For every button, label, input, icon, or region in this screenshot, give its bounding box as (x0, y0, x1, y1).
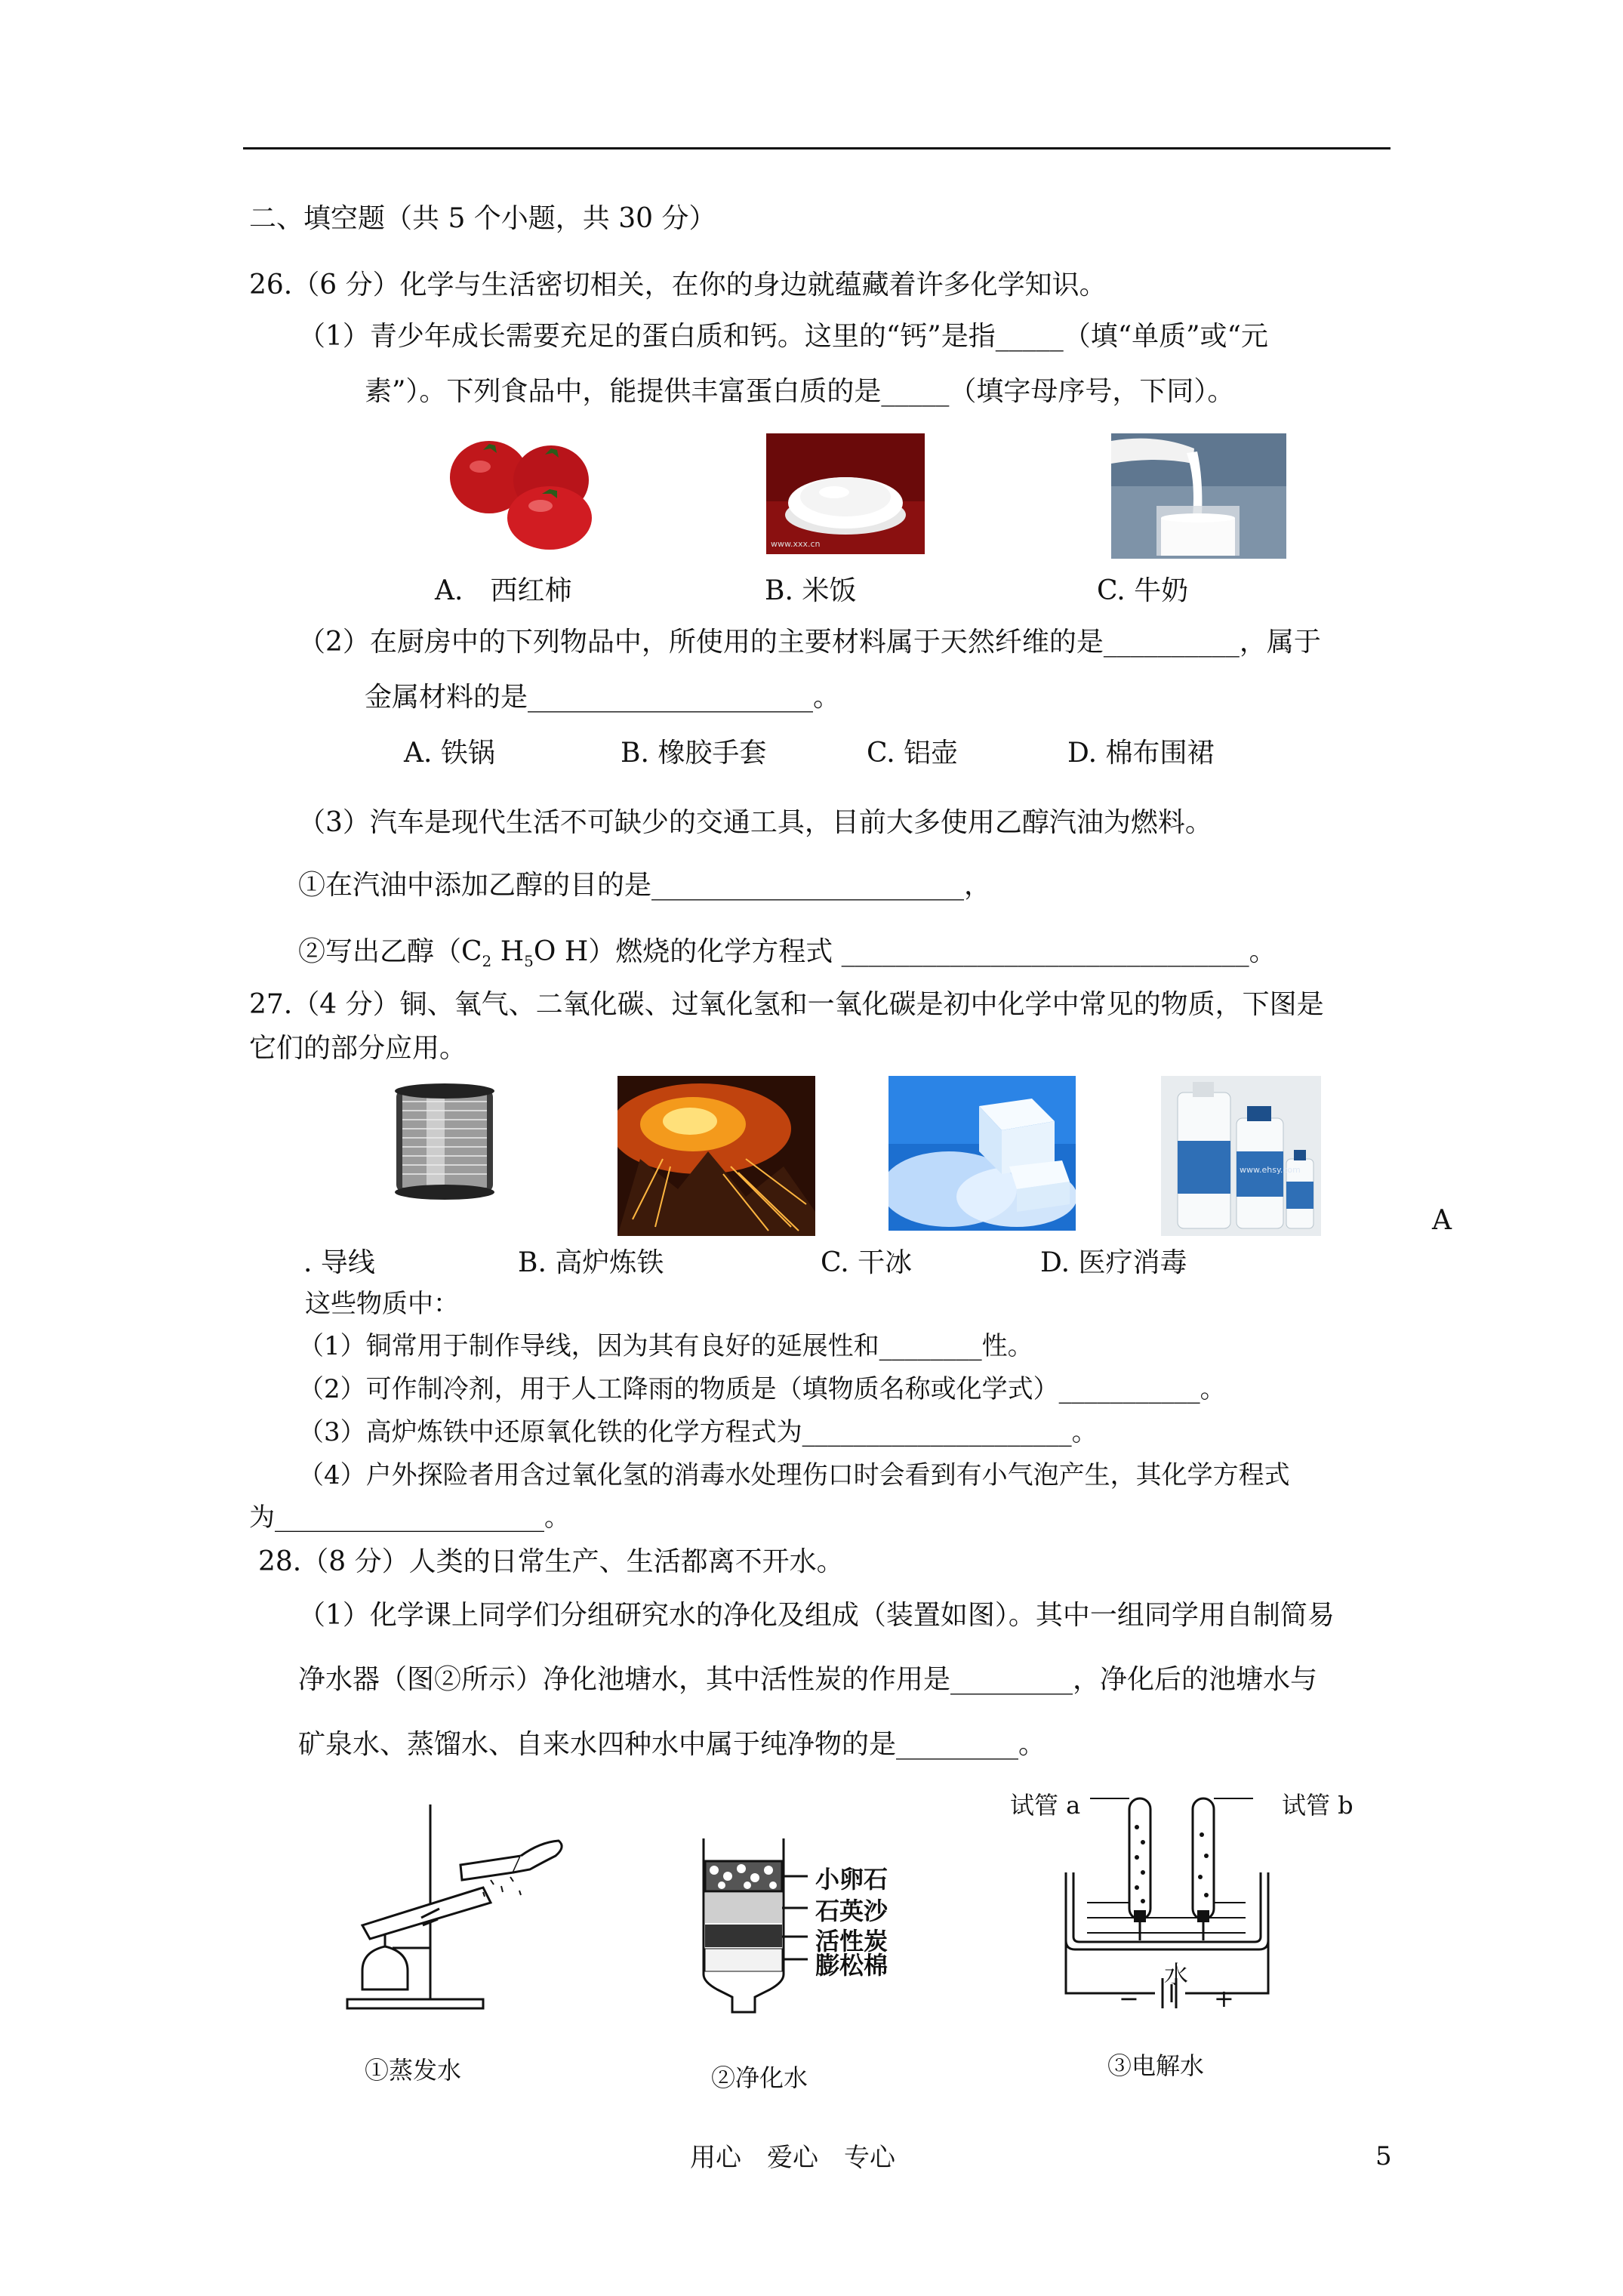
item-option-a: A. 铁锅 (404, 738, 495, 769)
q27-stem-line1: 27.（4 分）铜、氧气、二氧化碳、过氧化氢和一氧化碳是初中化学中常见的物质，下图是 (249, 989, 1324, 1020)
q27-stem-line2: 它们的部分应用。 (249, 1033, 467, 1064)
app-option-b: B. 高炉炼铁 (518, 1247, 664, 1278)
page-number: 5 (1375, 2141, 1392, 2171)
copper-wire-image (381, 1076, 506, 1206)
bottle-label-text: www.ehsy.com (1240, 1165, 1301, 1175)
filter-label-sand: 石英沙 (815, 1897, 888, 1925)
food-option-c: C. 牛奶 (1097, 575, 1189, 606)
stray-letter-a: A (1432, 1205, 1452, 1236)
blast-furnace-image (617, 1076, 815, 1236)
dry-ice-image (888, 1076, 1076, 1231)
q26-p1-line1: （1）青少年成长需要充足的蛋白质和钙。这里的“钙”是指_____（填“单质”或“元 (298, 321, 1268, 352)
item-option-d: D. 棉布围裙 (1067, 738, 1215, 769)
q26-p1-line2: 素”）。下列食品中，能提供丰富蛋白质的是_____（填字母序号，下同）。 (365, 376, 1235, 407)
filter-label-cotton: 膨松棉 (815, 1951, 888, 1980)
milk-image (1111, 433, 1286, 559)
disinfectant-bottles-image (1161, 1076, 1321, 1236)
q28-stem: 28.（8 分）人类的日常生产、生活都离不开水。 (258, 1546, 844, 1577)
q27-s3: （3）高炉炼铁中还原氧化铁的化学方程式为_____________________。 (298, 1417, 1098, 1447)
battery-plus: + (1214, 1984, 1234, 2013)
app-option-d: D. 医疗消毒 (1040, 1247, 1187, 1278)
q27-s2: （2）可作制冷剂，用于人工降雨的物质是（填物质名称或化学式）___________。 (298, 1374, 1226, 1404)
caption-filter: ②净化水 (711, 2063, 808, 2092)
q27-s4-line1: （4）户外探险者用含过氧化氢的消毒水处理伤口时会看到有小气泡产生，其化学方程式 (298, 1460, 1290, 1490)
filter-label-carbon: 活性炭 (815, 1927, 888, 1955)
q27-intro: 这些物质中： (305, 1289, 459, 1319)
q27-s4-line2: 为_____________________。 (249, 1502, 570, 1533)
food-option-b: B. 米饭 (765, 575, 857, 606)
caption-evaporation: ①蒸发水 (365, 2056, 462, 2085)
section-title: 二、填空题（共 5 个小题，共 30 分） (249, 203, 716, 234)
water-label: 水 (1164, 1960, 1189, 1989)
tube-b-label: 试管 b (1282, 1791, 1354, 1820)
rice-watermark: www.xxx.cn (771, 539, 821, 549)
header-rule (243, 147, 1390, 149)
food-option-a: A. 西红柿 (435, 575, 572, 606)
q26-p3-line3: ②写出乙醇（$C_2$ $H_5O$ H）燃烧的化学方程式 ______________________________。 (298, 936, 1277, 971)
q26-p3-line1: （3）汽车是现代生活不可缺少的交通工具，目前大多使用乙醇汽油为燃料。 (298, 807, 1212, 838)
tube-a-label: 试管 a (1010, 1791, 1081, 1820)
rice-image (766, 433, 925, 554)
q28-p1-line1: （1）化学课上同学们分组研究水的净化及组成（装置如图）。其中一组同学用自制简易 (298, 1600, 1335, 1631)
q26-p2-line1: （2）在厨房中的下列物品中，所使用的主要材料属于天然纤维的是__________，属于 (298, 627, 1321, 658)
app-option-c: C. 干冰 (821, 1247, 913, 1278)
caption-electrolysis: ③电解水 (1107, 2051, 1205, 2080)
q26-p3-line2: ①在汽油中添加乙醇的目的是_______________________， (298, 870, 992, 901)
q26-p2-line2: 金属材料的是_____________________。 (365, 682, 841, 713)
app-option-a: . 导线 (303, 1247, 375, 1278)
battery-minus: − (1119, 1984, 1139, 2013)
footer-motto: 用心 爱心 专心 (690, 2143, 895, 2173)
tomato-image (444, 433, 595, 551)
q27-s1: （1）铜常用于制作导线，因为其有良好的延展性和________性。 (298, 1331, 1033, 1361)
filter-label-pebble: 小卵石 (815, 1865, 888, 1894)
item-option-c: C. 铝壶 (867, 738, 959, 769)
q26-stem: 26.（6 分）化学与生活密切相关，在你的身边就蕴藏着许多化学知识。 (249, 270, 1107, 300)
item-option-b: B. 橡胶手套 (621, 738, 767, 769)
q28-p1-line2: 净水器（图②所示）净化池塘水，其中活性炭的作用是_________，净化后的池塘水与 (298, 1664, 1318, 1695)
evaporation-apparatus-diagram (332, 1797, 574, 2016)
q28-p1-line3: 矿泉水、蒸馏水、自来水四种水中属于纯净物的是_________。 (298, 1729, 1046, 1760)
